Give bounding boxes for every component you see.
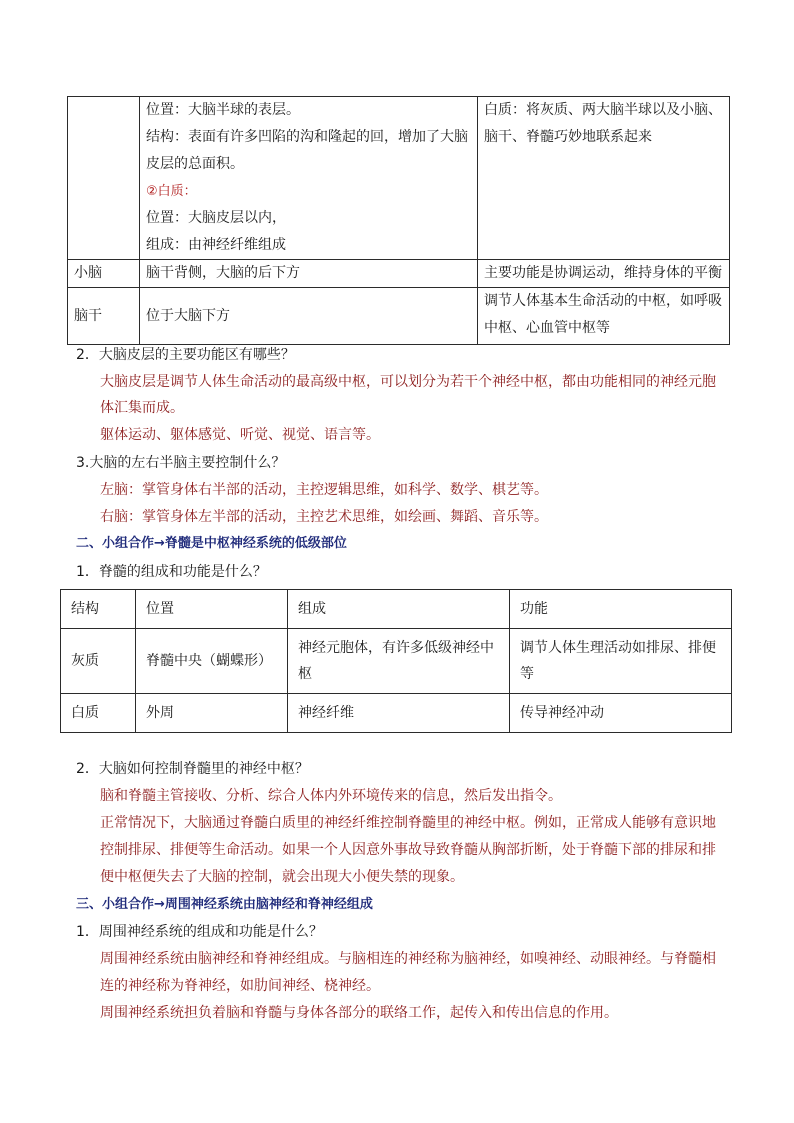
answer-text: 控制排尿、排便等生命活动。如果一个人因意外事故导致脊髓从胸部折断，处于脊髓下部的排尿和排 [100, 842, 716, 858]
question-spinal-cord: 1．脊髓的组成和功能是什么？ [76, 564, 267, 580]
answer-text: 左脑：掌管身体右半部的活动，主控逻辑思维，如科学、数学、棋艺等。 [100, 482, 548, 498]
table-header-cell: 组成 [288, 590, 510, 629]
table-cell: 灰质 [61, 629, 136, 694]
table-row [61, 629, 732, 694]
table-cell-empty [68, 97, 140, 260]
brainstem-name: 脑干 [68, 288, 140, 345]
table-row [68, 97, 730, 260]
answer-text: 周围神经系统由脑神经和脊神经组成。与脑相连的神经称为脑神经，如嗅神经、动眼神经。与脊髓相 [100, 951, 716, 967]
cerebrum-cortex-cell [140, 97, 478, 260]
table-cell: 神经元胞体，有许多低级神经中枢 [288, 629, 510, 694]
table-cell: 神经纤维 [288, 694, 510, 733]
question-hemispheres: 3.大脑的左右半脑主要控制什么？ [76, 455, 286, 471]
section-heading: 三、小组合作→周围神经系统由脑神经和脊神经组成 [76, 897, 373, 912]
table-header-row [61, 590, 732, 629]
brainstem-function-text-cont: 中枢、心血管中枢等 [484, 320, 610, 336]
table-header-cell: 结构 [61, 590, 136, 629]
section-heading: 二、小组合作→脊髓是中枢神经系统的低级部位 [76, 536, 347, 551]
white-matter-function-text-cont: 脑干、脊髓巧妙地联系起来 [484, 129, 652, 145]
answer-text: 右脑：掌管身体左半部的活动，主控艺术思维，如绘画、舞蹈、音乐等。 [100, 509, 548, 525]
cortex-structure-text: 结构：表面有许多凹陷的沟和隆起的回，增加了大脑 [146, 129, 468, 145]
table-row [68, 260, 730, 288]
brainstem-function-text: 调节人体基本生命活动的中枢，如呼吸 [484, 293, 722, 309]
cortex-position-text: 位置：大脑半球的表层。 [146, 102, 300, 118]
question-peripheral: 1．周围神经系统的组成和功能是什么？ [76, 924, 323, 940]
answer-text: 正常情况下，大脑通过脊髓白质里的神经纤维控制脊髓里的神经中枢。例如，正常成人能够有意识地 [100, 815, 716, 831]
answer-text: 周围神经系统担负着脑和脊髓与身体各部分的联络工作，起传入和传出信息的作用。 [100, 1005, 618, 1021]
table-header-cell: 位置 [136, 590, 288, 629]
answer-text: 连的神经称为脊神经，如肋间神经、桡神经。 [100, 978, 380, 994]
table-row [61, 694, 732, 733]
white-matter-heading: ②白质： [146, 184, 197, 199]
white-matter-function-cell [478, 97, 730, 260]
answer-text: 脑和脊髓主管接收、分析、综合人体内外环境传来的信息，然后发出指令。 [100, 788, 562, 804]
table-cell: 调节人体生理活动如排尿、排便等 [510, 629, 732, 694]
cerebellum-function: 主要功能是协调运动，维持身体的平衡 [478, 260, 730, 288]
white-matter-composition-text: 组成：由神经纤维组成 [146, 237, 286, 253]
table-cell: 白质 [61, 694, 136, 733]
brain-structure-table [67, 96, 730, 345]
brainstem-function-cell [478, 288, 730, 345]
table-cell: 脊髓中央（蝴蝶形） [136, 629, 288, 694]
answer-text: 便中枢便失去了大脑的控制，就会出现大小便失禁的现象。 [100, 869, 464, 885]
question-cortex-areas: 2．大脑皮层的主要功能区有哪些？ [76, 347, 295, 363]
table-cell: 传导神经冲动 [510, 694, 732, 733]
question-brain-control: 2．大脑如何控制脊髓里的神经中枢？ [76, 761, 309, 777]
cerebellum-name: 小脑 [68, 260, 140, 288]
table-header-cell: 功能 [510, 590, 732, 629]
cortex-structure-text-cont: 皮层的总面积。 [146, 156, 244, 172]
table-cell: 外周 [136, 694, 288, 733]
white-matter-position-text: 位置：大脑皮层以内， [146, 210, 286, 226]
answer-text: 躯体运动、躯体感觉、听觉、视觉、语言等。 [100, 427, 380, 443]
table-row [68, 288, 730, 345]
cerebellum-position: 脑干背侧，大脑的后下方 [140, 260, 478, 288]
white-matter-function-text: 白质：将灰质、两大脑半球以及小脑、 [484, 102, 722, 118]
answer-text: 大脑皮层是调节人体生命活动的最高级中枢，可以划分为若干个神经中枢，都由功能相同的神经元胞 [100, 374, 716, 390]
answer-text: 体汇集而成。 [100, 400, 184, 416]
spinal-cord-table [60, 589, 732, 733]
brainstem-position: 位于大脑下方 [140, 288, 478, 345]
